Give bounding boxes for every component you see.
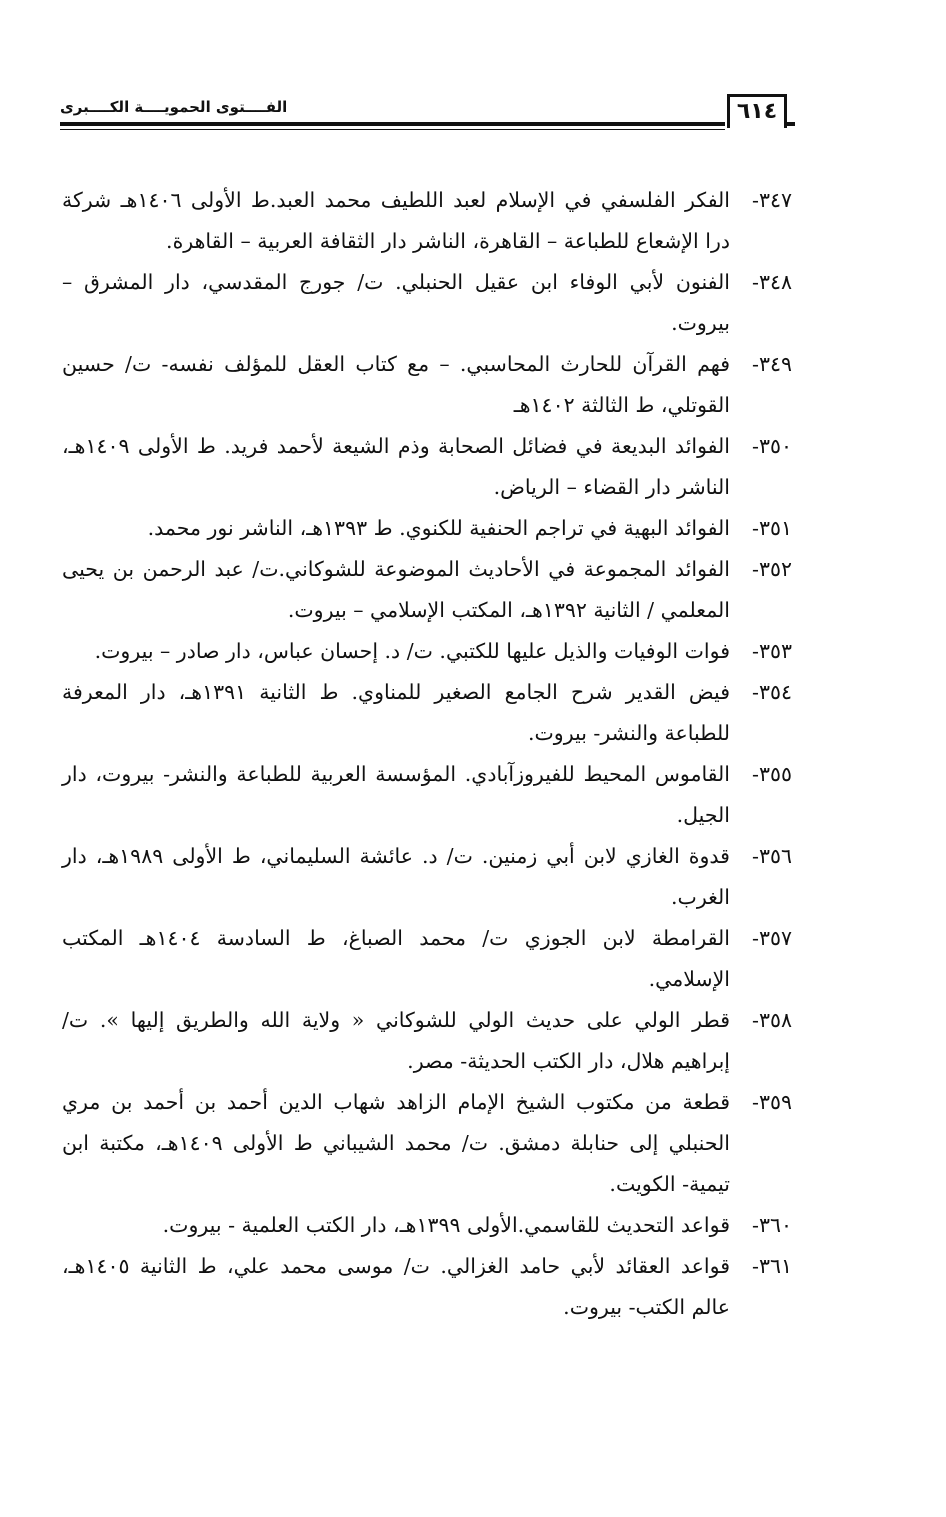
- list-item: [62, 1205, 792, 1246]
- entry-text: قطعة من مكتوب الشيخ الإمام الزاهد شهاب الدين أحمد بن أحمد بن مري الحنبلي إلى حنابلة دمشق. ت/ محمد الشيباني ط الأولى ١٤٠٩هـ، مكتبة ابن تيمية- الكويت.: [62, 1090, 730, 1196]
- list-item: [62, 508, 792, 549]
- entry-number: ٣٤٩-: [752, 352, 792, 376]
- entry-text: الفنون لأبي الوفاء ابن عقيل الحنبلي. ت/ جورج المقدسي، دار المشرق – بيروت.: [62, 270, 730, 335]
- entry-number: ٣٥٩-: [752, 1090, 792, 1114]
- entry-text: فيض القدير شرح الجامع الصغير للمناوي. ط الثانية ١٣٩١هـ، دار المعرفة للطباعة والنشر- بيروت.: [62, 680, 730, 745]
- entry-text: الفكر الفلسفي في الإسلام لعبد اللطيف محمد العبد.ط الأولى ١٤٠٦هـ شركة درا الإشعاع للطباعة – القاهرة، الناشر دار الثقافة العربية – القاهرة.: [62, 188, 731, 253]
- entry-number: ٣٥١-: [752, 516, 792, 540]
- entry-number: ٣٦٠-: [752, 1213, 792, 1237]
- entry-number: ٣٤٨-: [752, 270, 792, 294]
- entry-number: ٣٥٤-: [752, 680, 792, 704]
- entry-text: قواعد العقائد لأبي حامد الغزالي. ت/ موسى محمد علي، ط الثانية ١٤٠٥هـ، عالم الكتب- بيروت.: [62, 1254, 730, 1319]
- entry-number: ٣٥٨-: [752, 1008, 792, 1032]
- entry-text: قواعد التحديث للقاسمي.الأولى ١٣٩٩هـ، دار الكتب العلمية - بيروت.: [162, 1213, 730, 1237]
- running-title: الفــــتوى الحمويــــة الكــــبرى: [60, 98, 288, 116]
- list-item: [62, 918, 792, 1000]
- list-item: [62, 672, 792, 754]
- header-rule-thick: [60, 122, 725, 126]
- list-item: [62, 1082, 792, 1205]
- list-item: [62, 344, 792, 426]
- list-item: [62, 1000, 792, 1082]
- entry-number: ٣٥٢-: [752, 557, 792, 581]
- header-rule-right: [787, 122, 795, 126]
- header-rule-thin: [60, 129, 725, 130]
- entry-text: فوات الوفيات والذيل عليها للكتبي. ت/ د. إحسان عباس، دار صادر – بيروت.: [94, 639, 730, 663]
- list-item: [62, 631, 792, 672]
- entry-text: الفوائد المجموعة في الأحاديث الموضوعة للشوكاني.ت/ عبد الرحمن بن يحيى المعلمي / الثانية ١٣٩٢هـ، المكتب الإسلامي – بيروت.: [62, 557, 730, 622]
- entry-number: ٣٥٦-: [752, 844, 792, 868]
- entry-number: ٣٥٧-: [752, 926, 792, 950]
- entry-text: القرامطة لابن الجوزي ت/ محمد الصباغ، ط السادسة ١٤٠٤هـ المكتب الإسلامي.: [62, 926, 730, 991]
- bibliography-list: [62, 180, 792, 1328]
- list-item: [62, 754, 792, 836]
- list-item: [62, 180, 792, 262]
- list-item: [62, 262, 792, 344]
- entry-text: الفوائد البهية في تراجم الحنفية للكنوي. ط ١٣٩٣هـ، الناشر نور محمد.: [147, 516, 730, 540]
- list-item: [62, 1246, 792, 1328]
- entry-text: القاموس المحيط للفيروزآبادي. المؤسسة العربية للطباعة والنشر- بيروت، دار الجيل.: [62, 762, 730, 827]
- entry-text: قدوة الغازي لابن أبي زمنين. ت/ د. عائشة السليماني، ط الأولى ١٩٨٩هـ، دار الغرب.: [62, 844, 730, 909]
- list-item: [62, 836, 792, 918]
- entry-number: ٣٦١-: [752, 1254, 792, 1278]
- entry-number: ٣٥٥-: [752, 762, 792, 786]
- page-header: [60, 92, 795, 142]
- page-number: ٦١٤: [727, 94, 787, 128]
- list-item: [62, 549, 792, 631]
- entry-text: فهم القرآن للحارث المحاسبي. – مع كتاب العقل للمؤلف نفسه- ت/ حسين القوتلي، ط الثالثة ١٤٠٢هـ: [62, 352, 730, 417]
- entry-text: قطر الولي على حديث الولي للشوكاني « ولاية الله والطريق إليها ». ت/ إبراهيم هلال، دار الكتب الحديثة- مصر.: [62, 1008, 730, 1073]
- entry-text: الفوائد البديعة في فضائل الصحابة وذم الشيعة لأحمد فريد. ط الأولى ١٤٠٩هـ، الناشر دار القضاء – الرياض.: [62, 434, 730, 499]
- entry-number: ٣٥٠-: [752, 434, 792, 458]
- list-item: [62, 426, 792, 508]
- entry-number: ٣٥٣-: [752, 639, 792, 663]
- entry-number: ٣٤٧-: [752, 188, 793, 212]
